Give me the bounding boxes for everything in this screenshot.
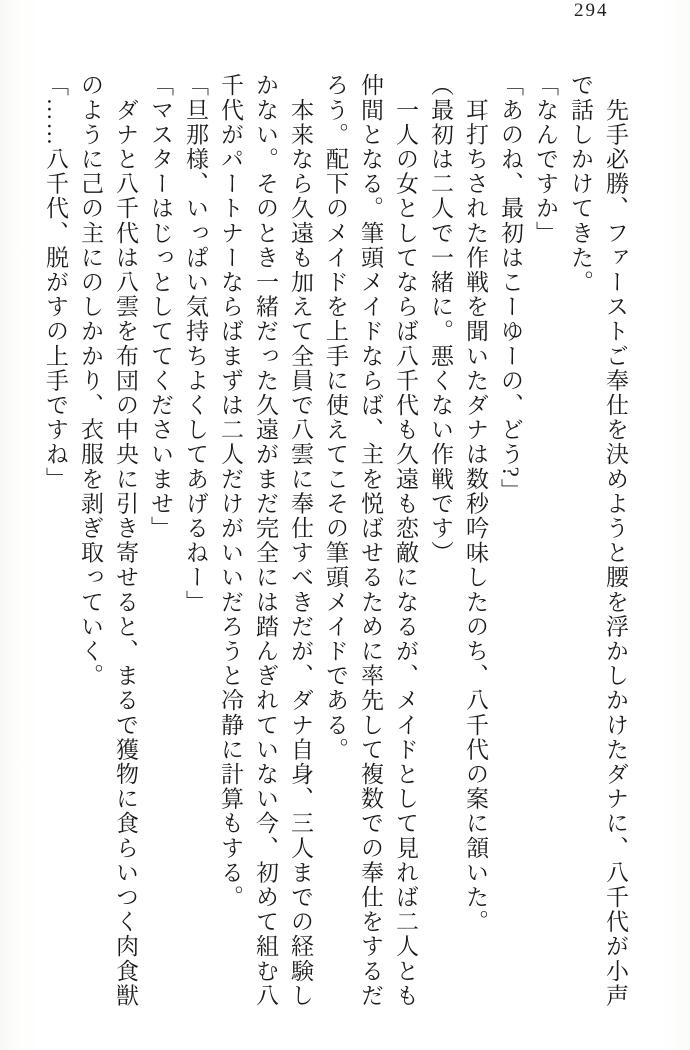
- parenthetical-line: （最初は二人で一緒に。悪くない作戦です）: [428, 73, 453, 565]
- paragraph-narration: 先手必勝、ファーストご奉仕を決めようと腰を浮かしかけたダナに、八千代が小声で話しかけてきた。: [568, 73, 628, 1008]
- dialogue-line: 「マスターはじっとしててくださいませ」: [148, 73, 173, 541]
- paragraph-narration: ダナと八千代は八雲を布団の中央に引き寄せると、まるで獲物に食らいつく肉食獣のように己の主にのしかかり、衣服を剥ぎ取っていく。: [78, 73, 138, 1008]
- dialogue-line: 「……八千代、脱がすの上手ですね」: [43, 73, 68, 492]
- text-area: [38, 73, 633, 1011]
- dialogue-line: 「あのね、最初はこーゆーの、どう?」: [498, 73, 523, 504]
- paragraph-narration: 耳打ちされた作戦を聞いたダナは数秒吟味したのち、八千代の案に頷いた。: [463, 73, 488, 934]
- dialogue-line: 「なんですか」: [533, 73, 558, 246]
- page-number: 294: [574, 0, 609, 21]
- paragraph-narration: 一人の女としてならば八千代も久遠も恋敵になるが、メイドとして見れば二人とも仲間となる。筆頭メイドならば、主を悦ばせるために率先して複数での奉仕をするだろう。配下のメイドを上手に使えてこその筆頭メイドである。: [323, 73, 418, 1008]
- dialogue-line: 「旦那様、いっぱい気持ちよくしてあげるねー」: [183, 73, 208, 615]
- paragraph-narration: 本来なら久遠も加えて全員で八雲に奉仕すべきだが、ダナ自身、三人までの経験しかない。そのとき一緒だった久遠がまだ完全には踏んぎれていない今、初めて組む八千代がパートナーならばまずは二人だけがいいだろうと冷静に計算もする。: [218, 73, 313, 1008]
